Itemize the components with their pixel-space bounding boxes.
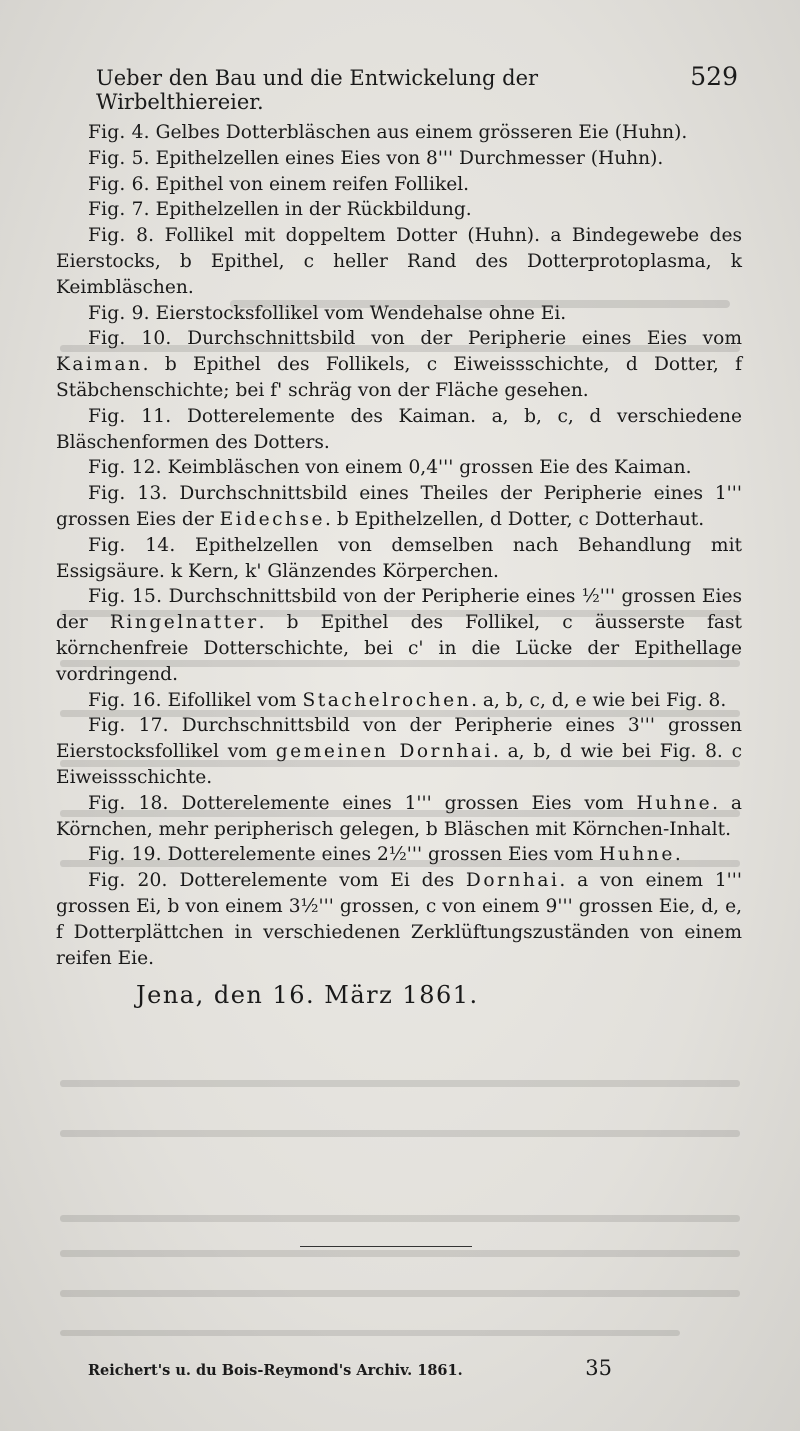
running-title: Ueber den Bau und die Entwickelung der Wirbelthiereier. xyxy=(96,66,539,114)
caption-fig-12: Fig. 12. Keimbläschen von einem 0,4''' grossen Eie des Kaiman. xyxy=(88,457,692,479)
caption-fig-14: Fig. 14. Epithelzellen von demselben nach Behandlung mit Essigsäure. k Kern, k' Glänzendes Körperchen. xyxy=(56,534,742,582)
journal-imprint: Reichert's u. du Bois-Reymond's Archiv. 1861. xyxy=(88,1362,463,1379)
caption-fig-15: Fig. 15. Durchschnittsbild von der Peripherie eines ½''' grossen Eies der Ringelnatter. b Epithel des Follikel, c äusserste fast körnchenfreie Dotterschichte, bei c' in die Lücke der Epithellage vordringend. xyxy=(56,586,742,685)
caption-fig-6: Fig. 6. Epithel von einem reifen Follikel. xyxy=(88,173,470,195)
caption-fig-20: Fig. 20. Dotterelemente vom Ei des Dornhai. a von einem 1''' grossen Ei, b von einem 3½''' grossen, c von einem 9''' grossen Eie, d, e, f Dotterplättchen in verschiedenen Zerklüftungszuständen von einem reifen Eie. xyxy=(56,870,742,969)
caption-fig-19: Fig. 19. Dotterelemente eines 2½''' grossen Eies vom Huhne. xyxy=(88,844,681,866)
caption-fig-13: Fig. 13. Durchschnittsbild eines Theiles der Peripherie eines 1''' grossen Eies der Eidechse. b Epithelzellen, d Dotter, c Dotterhaut. xyxy=(56,483,742,530)
caption-fig-4: Fig. 4. Gelbes Dotterbläschen aus einem grösseren Eie (Huhn). xyxy=(88,122,688,143)
caption-fig-9: Fig. 9. Eierstocksfollikel vom Wendehalse ohne Ei. xyxy=(88,302,567,324)
signature-mark: 35 xyxy=(585,1356,612,1380)
caption-fig-16: Fig. 16. Eifollikel vom Stachelrochen. a, b, c, d, e wie bei Fig. 8. xyxy=(88,689,727,711)
page-footer xyxy=(88,1356,612,1380)
figure-captions xyxy=(56,120,742,1009)
page-number: 529 xyxy=(690,62,738,91)
caption-fig-5: Fig. 5. Epithelzellen eines Eies von 8''' Durchmesser (Huhn). xyxy=(88,147,664,169)
caption-fig-18: Fig. 18. Dotterelemente eines 1''' grossen Eies vom Huhne. a Körnchen, mehr peripherisch gelegen, b Bläschen mit Körnchen-Inhalt. xyxy=(56,792,742,840)
caption-fig-8: Fig. 8. Follikel mit doppeltem Dotter (Huhn). a Bindegewebe des Eierstocks, b Epithel, c heller Rand des Dotterprotoplasma, k Keimbläschen. xyxy=(56,225,742,298)
caption-fig-17: Fig. 17. Durchschnittsbild von der Peripherie eines 3''' grossen Eierstocksfollikel vom gemeinen Dornhai. a, b, d wie bei Fig. 8. c Eiweissschichte. xyxy=(56,715,742,788)
caption-fig-11: Fig. 11. Dotterelemente des Kaiman. a, b, c, d verschiedene Bläschenformen des Dotters. xyxy=(56,405,742,453)
caption-fig-7: Fig. 7. Epithelzellen in der Rückbildung. xyxy=(88,199,472,221)
running-header xyxy=(96,62,738,114)
caption-fig-10: Fig. 10. Durchschnittsbild von der Peripherie eines Eies vom Kaiman. b Epithel des Follikels, c Eiweissschichte, d Dotter, f Stäbchenschichte; bei f' schräg von der Fläche gesehen. xyxy=(56,328,743,401)
footnote-rule xyxy=(300,1246,472,1247)
place-and-date: Jena, den 16. März 1861. xyxy=(136,981,479,1010)
